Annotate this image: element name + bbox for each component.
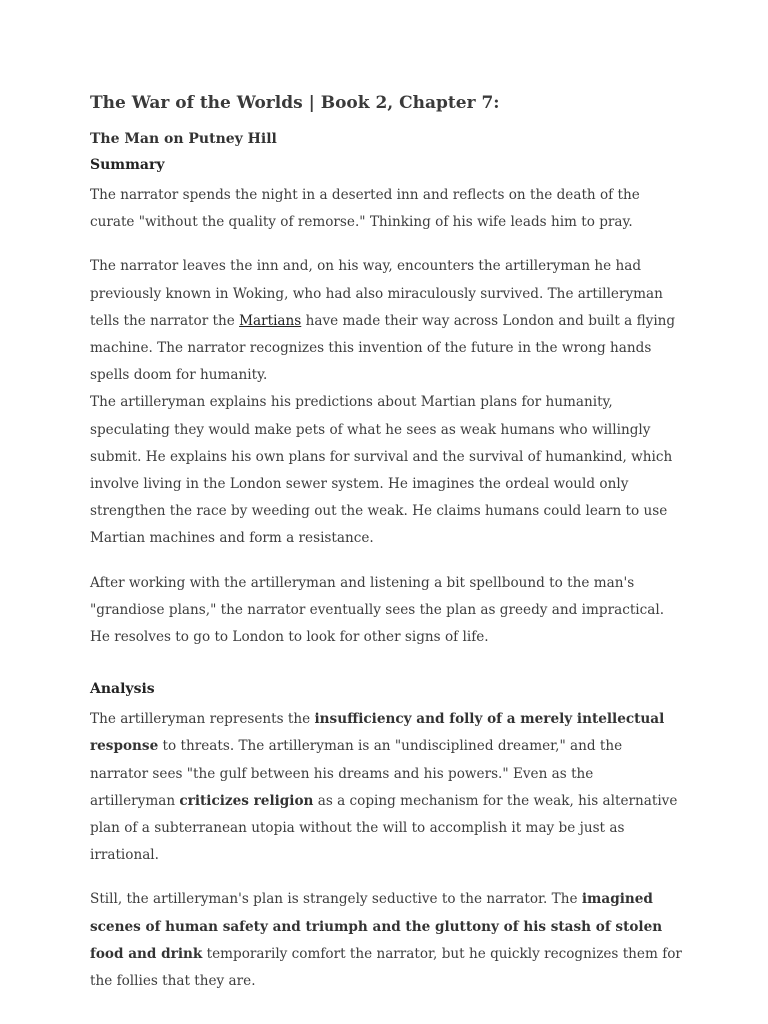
martians-link[interactable]: Martians	[239, 312, 302, 329]
chapter-subtitle: The Man on Putney Hill	[90, 131, 277, 147]
summary-heading: Summary	[90, 157, 165, 173]
analysis-paragraph-1	[90, 706, 682, 869]
analysis-text: to threats. The artilleryman is an "undisciplined dreamer," and the narrator sees "the gulf between his dreams and his powers." Even as the artilleryman	[90, 738, 623, 809]
analysis-emphasis: criticizes religion	[179, 792, 314, 809]
analysis-emphasis: insufficiency and folly of a merely intellectual response	[90, 711, 665, 755]
summary-paragraph-2	[90, 253, 682, 389]
summary-paragraph-3: The artilleryman explains his predictions about Martian plans for humanity, speculating they would make pets of what he sees as weak humans who willingly submit. He explains his own plans for survival and the survival of humankind, which involve living in the London sewer system. He imagines the ordeal would only strengthen the race by weeding out the weak. He claims humans could learn to use Martian machines and form a resistance.	[90, 394, 673, 547]
summary-paragraph-2-text-a: The narrator leaves the inn and, on his way, encounters the artilleryman he had previously known in Woking, who had also miraculously survived. The artilleryman tells the narrator the	[90, 258, 663, 329]
summary-paragraph-4: After working with the artilleryman and listening a bit spellbound to the man's "grandiose plans," the narrator eventually sees the plan as greedy and impractical. He resolves to go to London to look for other signs of life.	[90, 574, 665, 646]
summary-paragraph-2-text-b: have made their way across London and built a flying machine. The narrator recognizes this invention of the future in the wrong hands spells doom for humanity.	[90, 312, 676, 384]
analysis-emphasis: imagined scenes of human safety and triumph and the gluttony of his stash of stolen food and drink	[90, 891, 663, 962]
analysis-text: temporarily comfort the narrator, but he quickly recognizes them for the follies that they are.	[90, 945, 682, 990]
analysis-text: Still, the artilleryman's plan is strangely seductive to the narrator. The	[90, 891, 582, 908]
analysis-text: as a coping mechanism for the weak, his alternative plan of a subterranean utopia without the will to accomplish it may be just as irrational.	[90, 792, 678, 864]
page-title: The War of the Worlds | Book 2, Chapter 7:	[90, 93, 500, 113]
document-page	[90, 90, 682, 1012]
summary-paragraph-1: The narrator spends the night in a deserted inn and reflects on the death of the curate "without the quality of remorse." Thinking of his wife leads him to pray.	[90, 187, 640, 231]
analysis-heading: Analysis	[90, 681, 155, 698]
analysis-text: The artilleryman represents the	[90, 711, 315, 728]
analysis-paragraph-2	[90, 886, 682, 995]
